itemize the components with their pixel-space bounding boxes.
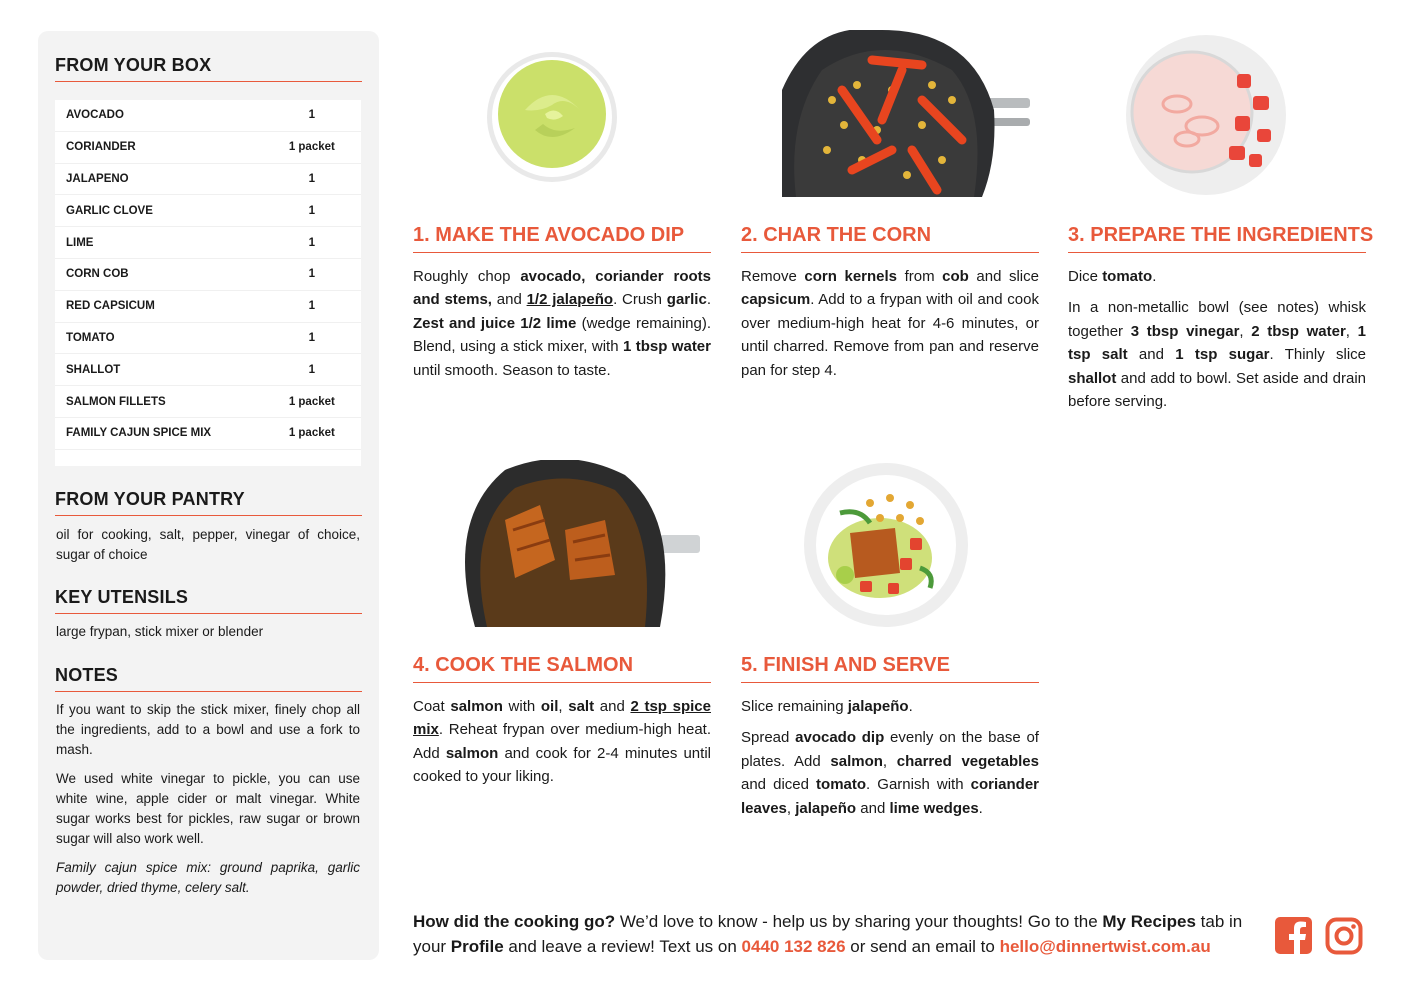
text-segment: salmon	[450, 698, 503, 715]
ingredient-qty: 1 packet	[288, 141, 335, 154]
facebook-icon[interactable]	[1275, 917, 1312, 954]
text-segment: and diced	[741, 776, 817, 794]
text-segment: How did the cooking go?	[413, 912, 616, 931]
text-segment: shallot	[1068, 369, 1117, 387]
text-segment: Zest and juice 1/2 lime	[413, 314, 577, 332]
text-segment: We’d love to know - help us by sharing your thoughts! Go to the	[615, 912, 1103, 931]
text-segment: Remove	[741, 268, 805, 285]
text-segment: oil	[540, 698, 559, 715]
table-row	[55, 418, 361, 450]
salmon-pan-photo	[455, 460, 705, 627]
text-segment: charred vegetables	[896, 752, 1039, 770]
text-segment: and	[491, 291, 527, 309]
step-5	[741, 654, 1039, 828]
step-title: 5. FINISH AND SERVE	[741, 654, 1039, 683]
text-segment: 1 tsp sugar	[1175, 346, 1270, 364]
text-segment: until smooth. Season to taste.	[413, 361, 611, 379]
text-segment: 1/2 jalapeño	[526, 291, 614, 309]
text-segment: ,	[558, 698, 569, 715]
text-segment: corn kernels	[804, 268, 898, 285]
ingredient-qty: 1	[308, 363, 316, 376]
table-row	[55, 227, 361, 259]
step-title: 4. COOK THE SALMON	[413, 654, 711, 683]
text-segment: salmon	[830, 752, 883, 770]
ingredient-name: SALMON FILLETS	[66, 395, 166, 408]
text-segment: 3 tbsp vinegar	[1130, 322, 1240, 340]
text-segment: 2 tsp spice mix	[413, 698, 711, 739]
step-paragraph	[1068, 296, 1366, 413]
notes-heading: NOTES	[55, 665, 362, 692]
text-segment: avocado, coriander roots and stems,	[413, 268, 711, 309]
text-segment: and add to bowl. Set aside and drain before serving.	[1068, 369, 1366, 411]
text-segment: ,	[786, 799, 796, 817]
step-body	[741, 265, 1039, 382]
step-paragraph	[413, 265, 711, 382]
utensils-text: large frypan, stick mixer or blender	[56, 624, 264, 639]
text-segment: with	[502, 698, 541, 715]
note-item: If you want to skip the stick mixer, finely chop all the ingredients, add to a bowl and use a fork to mash.	[56, 702, 360, 757]
text-segment: evenly on the base of plates. Add	[741, 729, 1039, 770]
text-segment: ,	[1239, 322, 1252, 340]
box-ingredients-table	[55, 100, 361, 466]
finished-dish-photo	[800, 463, 972, 627]
text-segment: from	[897, 268, 943, 285]
text-segment: . Add to a frypan with oil and cook over medium-high heat for 4-6 minutes, or until charred. Remove from pan and reserve pan for step 4.	[741, 291, 1039, 379]
ingredient-name: SHALLOT	[66, 363, 121, 376]
text-segment: Dice	[1068, 268, 1103, 285]
ingredient-name: LIME	[66, 236, 94, 249]
text-segment: and cook for 2-4 minutes until cooked to your liking.	[413, 744, 711, 786]
text-segment: .	[1152, 268, 1157, 285]
text-segment: Coat	[413, 698, 451, 715]
table-row	[55, 100, 361, 132]
step-paragraph	[413, 695, 711, 789]
text-segment: and	[594, 698, 631, 715]
pickled-shallot-bowl-photo	[1117, 34, 1295, 196]
step-title: 1. MAKE THE AVOCADO DIP	[413, 224, 711, 253]
table-row	[55, 164, 361, 196]
table-row	[55, 354, 361, 386]
ingredient-name: CORN COB	[66, 268, 129, 281]
ingredient-qty: 1 packet	[288, 427, 335, 440]
text-segment: and	[1127, 346, 1176, 364]
text-segment: coriander leaves	[741, 776, 1039, 817]
step-body	[413, 695, 711, 789]
ingredient-qty: 1	[308, 172, 316, 185]
text-segment: tomato	[1102, 268, 1153, 285]
text-segment: capsicum	[741, 291, 811, 309]
text-segment: .	[978, 799, 983, 817]
text-segment: avocado dip	[795, 729, 885, 747]
table-row	[55, 132, 361, 164]
step-body	[413, 265, 711, 382]
from-your-pantry-heading: FROM YOUR PANTRY	[55, 489, 362, 516]
text-segment: 1 tsp salt	[1068, 322, 1366, 364]
ingredient-qty: 1 packet	[288, 395, 335, 408]
text-segment: or send an email to	[845, 937, 1000, 956]
note-item: Family cajun spice mix: ground paprika, garlic powder, dried thyme, celery salt.	[56, 860, 360, 895]
table-row	[55, 259, 361, 291]
ingredient-qty: 1	[308, 236, 316, 249]
text-segment: jalapeño	[847, 698, 909, 715]
step-body	[1068, 265, 1366, 413]
text-segment: My Recipes	[1102, 912, 1196, 931]
text-segment: ,	[882, 752, 897, 770]
pantry-text: oil for cooking, salt, pepper, vinegar of choice, sugar of choice	[56, 527, 360, 562]
ingredient-name: GARLIC CLOVE	[66, 204, 153, 217]
text-segment: . Reheat frypan over medium-high heat. Add	[413, 721, 711, 762]
text-segment: and	[856, 799, 890, 817]
note-item: We used white vinegar to pickle, you can use white wine, apple cider or malt vinegar. White sugar works best for pickles, raw sugar or brown sugar will also work well.	[56, 771, 360, 846]
text-segment[interactable]: hello@dinnertwist.com.au	[999, 937, 1211, 956]
avocado-dip-photo	[485, 50, 620, 185]
step-1	[413, 224, 711, 390]
notes-list	[56, 700, 360, 907]
table-row	[55, 323, 361, 355]
step-paragraph	[741, 726, 1039, 820]
text-segment: salt	[568, 698, 595, 715]
ingredients-sidebar	[38, 31, 379, 960]
table-row	[55, 386, 361, 418]
instagram-icon[interactable]	[1325, 917, 1363, 955]
text-segment: salmon	[445, 744, 499, 762]
text-segment: . Crush	[613, 291, 667, 309]
step-2	[741, 224, 1039, 390]
step-paragraph	[741, 695, 1039, 718]
step-body	[741, 695, 1039, 820]
corn-pan-photo	[782, 30, 1032, 197]
text-segment: cob	[942, 268, 969, 285]
text-segment: jalapeño	[795, 799, 857, 817]
text-segment: lime wedges	[889, 799, 979, 817]
text-segment: .	[908, 698, 913, 715]
step-title: 2. CHAR THE CORN	[741, 224, 1039, 253]
ingredient-name: FAMILY CAJUN SPICE MIX	[66, 427, 212, 440]
ingredient-name: AVOCADO	[66, 109, 124, 122]
text-segment: Slice remaining	[741, 698, 848, 715]
text-segment: (wedge remaining). Blend, using a stick mixer, with	[413, 314, 712, 356]
step-4	[413, 654, 711, 797]
ingredient-name: RED CAPSICUM	[66, 300, 155, 313]
from-your-box-heading: FROM YOUR BOX	[55, 55, 362, 82]
text-segment: tomato	[816, 776, 867, 794]
step-3	[1068, 224, 1374, 421]
step-paragraph	[741, 265, 1039, 382]
text-segment: and slice	[968, 268, 1039, 285]
text-segment[interactable]: 0440 132 826	[741, 937, 846, 956]
ingredient-name: TOMATO	[66, 331, 115, 344]
text-segment: tab in your	[413, 912, 1243, 956]
step-paragraph	[1068, 265, 1366, 288]
text-segment: 2 tbsp water	[1251, 322, 1346, 340]
text-segment: garlic	[666, 291, 707, 309]
feedback-footer	[413, 909, 1263, 959]
ingredient-qty: 1	[308, 109, 316, 122]
text-segment: .	[706, 291, 711, 309]
text-segment: and leave a review! Text us on	[503, 937, 742, 956]
text-segment: In a non-metallic bowl (see notes) whisk together	[1068, 299, 1366, 340]
table-row	[55, 195, 361, 227]
text-segment: ,	[1345, 322, 1358, 340]
step-title: 3. PREPARE THE INGREDIENTS	[1068, 224, 1366, 253]
ingredient-name: JALAPENO	[66, 172, 129, 185]
ingredient-qty: 1	[308, 204, 316, 217]
key-utensils-heading: KEY UTENSILS	[55, 587, 362, 614]
text-segment: . Garnish with	[866, 776, 971, 794]
ingredient-qty: 1	[308, 268, 316, 281]
text-segment: . Thinly slice	[1269, 346, 1366, 364]
text-segment: Roughly chop	[413, 268, 521, 285]
table-row	[55, 291, 361, 323]
ingredient-qty: 1	[308, 300, 316, 313]
ingredient-qty: 1	[308, 331, 316, 344]
ingredient-name: CORIANDER	[66, 141, 136, 154]
text-segment: 1 tbsp water	[622, 338, 711, 356]
text-segment: Profile	[450, 937, 504, 956]
text-segment: Spread	[741, 729, 796, 747]
